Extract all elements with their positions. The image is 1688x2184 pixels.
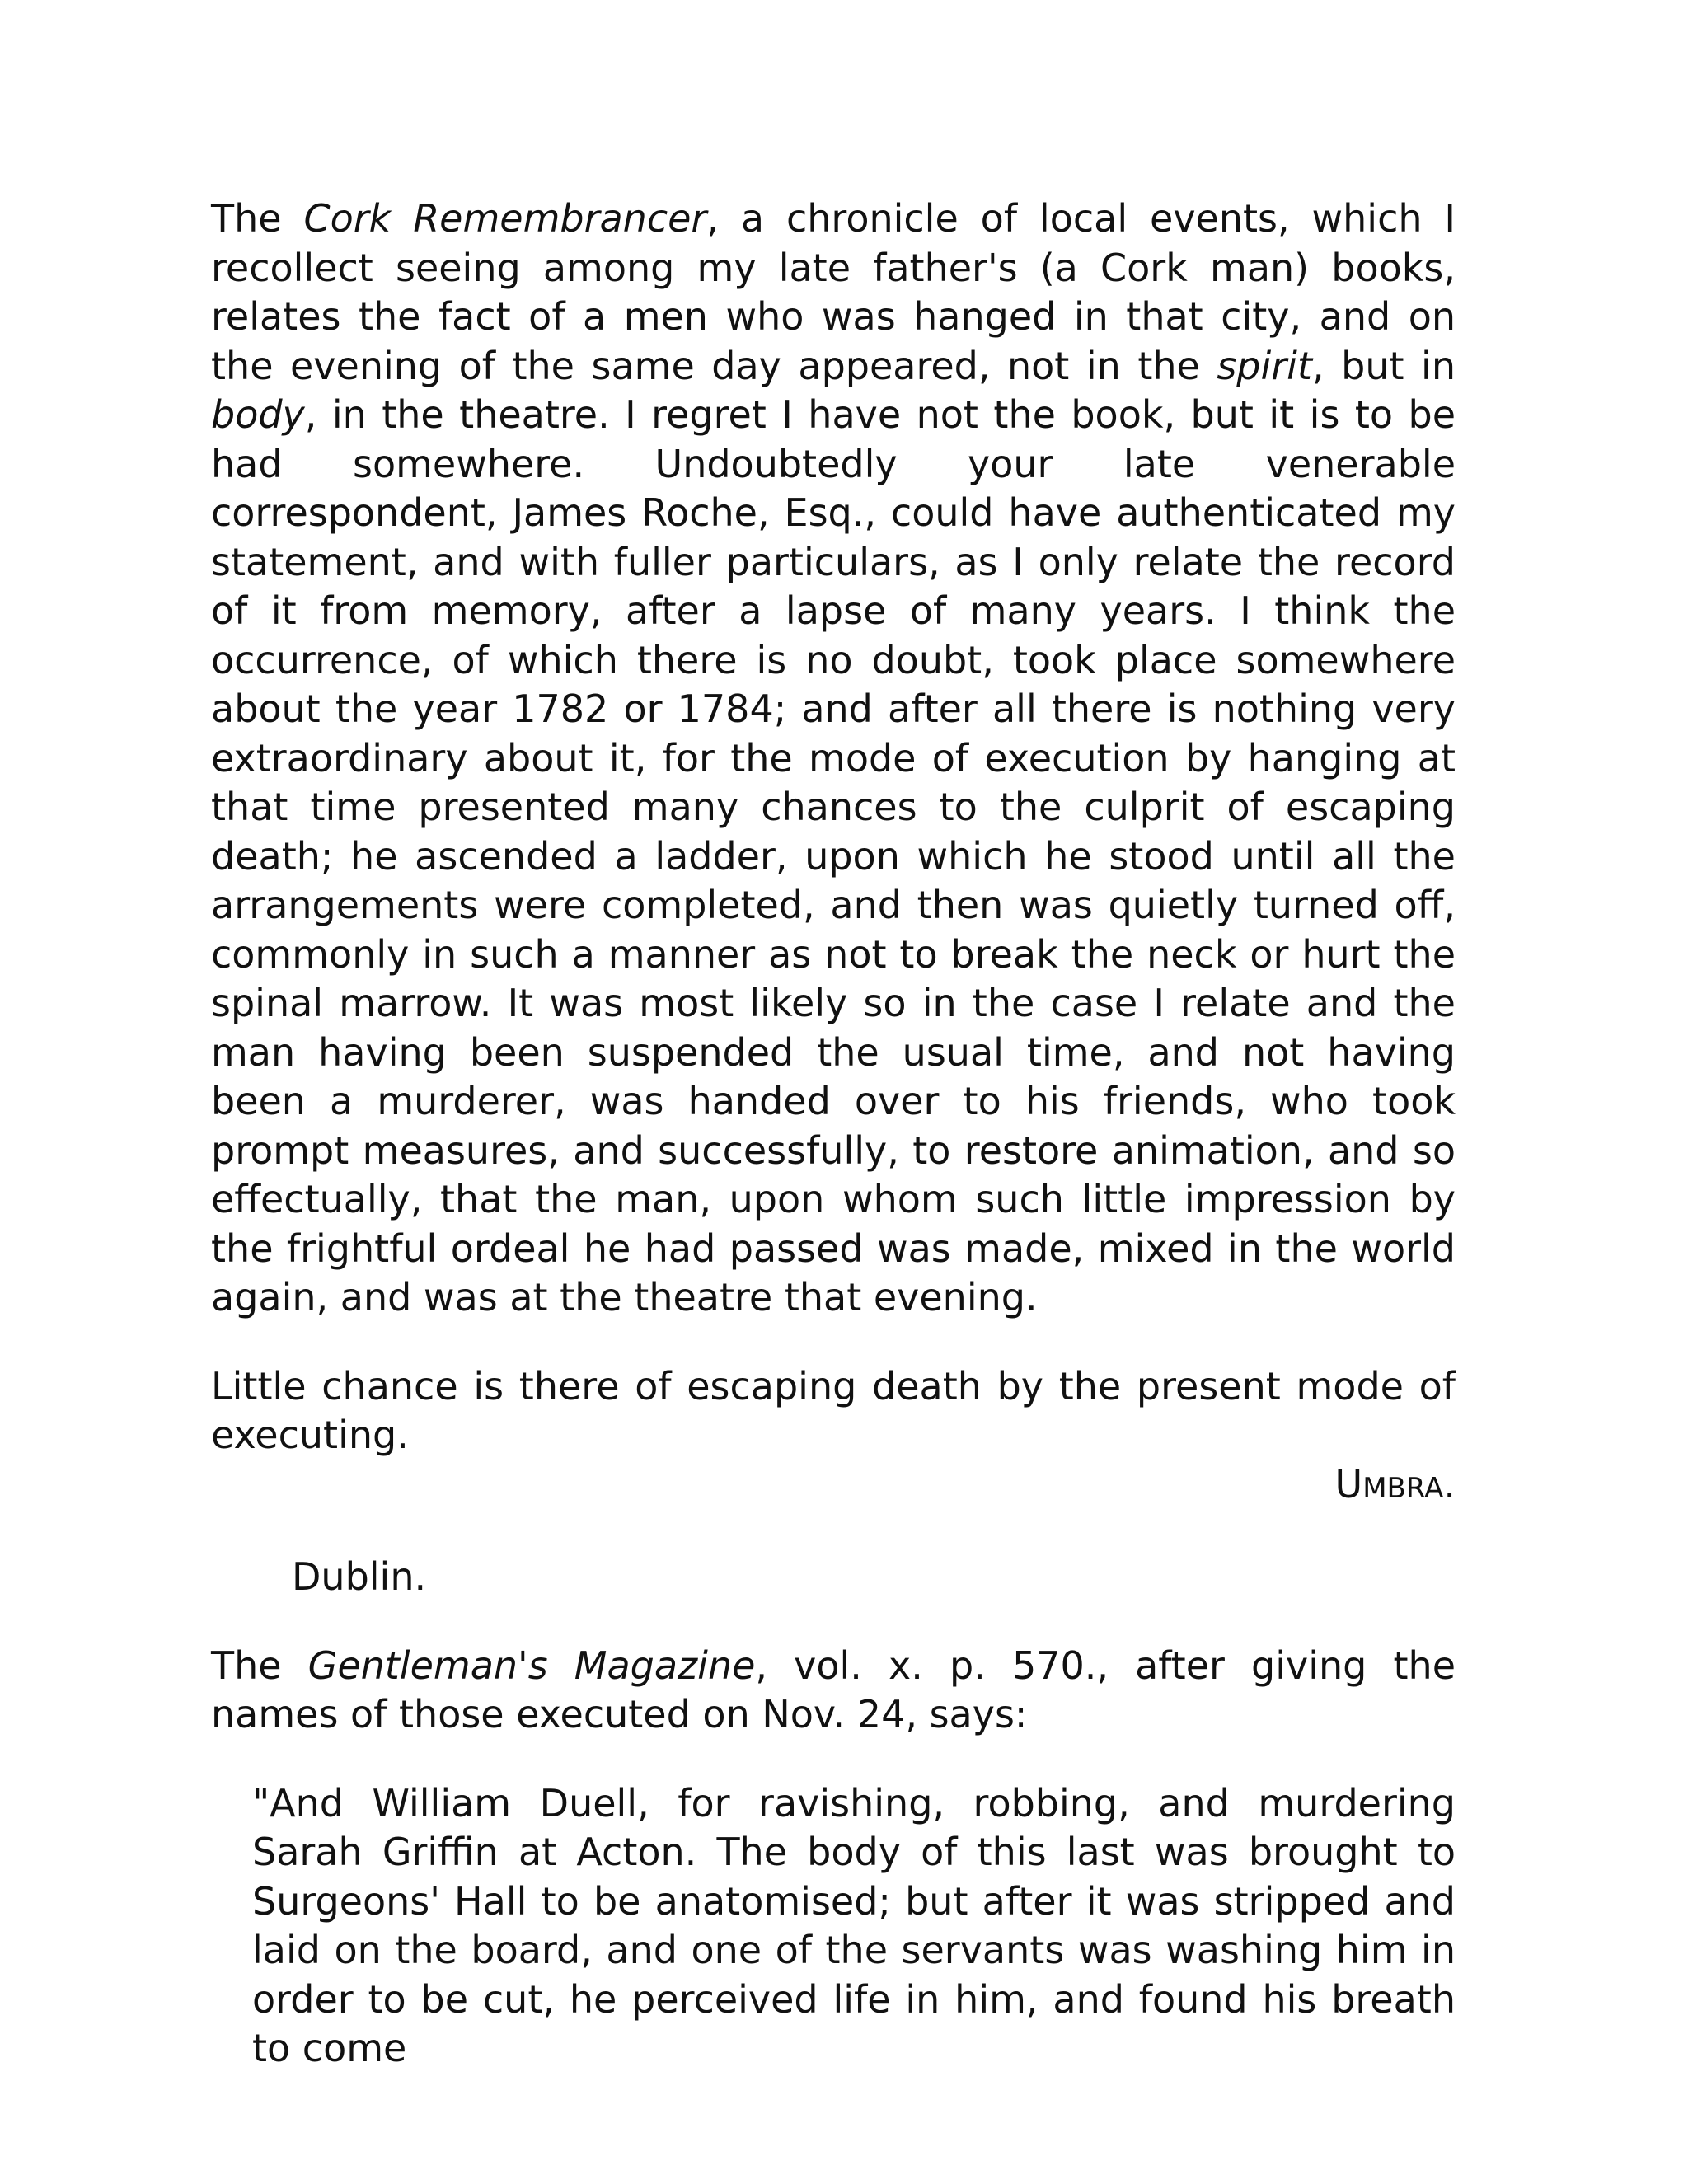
author-signature [211,1460,1456,1514]
paragraph-text: The [211,196,304,241]
block-quote: "And William Duell, for ravishing, robbing, and murdering Sarah Griffin at Acton. The body of this last was brought to Surgeons' Hall to be anatomised; but after it was stripped and laid on the board, and one of the servants was washing him in order to be cut, he perceived life in him, and found his breath to come [252,1780,1456,2070]
emphasis-spirit: spirit [1217,343,1313,388]
emphasis-body: body [211,392,305,437]
paragraph-text: , in the theatre. I regret I have not the book, but it is to be had somewhere. Undoubtedly your late venerable correspondent, James Roche, Esq., could have authenticated my statement, and with fuller particulars, as I only relate the record of it from memory, after a lapse of many years. I think the occurrence, of which there is no doubt, took place somewhere about the year 1782 or 1784; and after all there is nothing very extraordinary about it, for the mode of execution by hanging at that time presented many chances to the culprit of escaping death; he ascended a ladder, upon which he stood until all the arrangements were completed, and then was quietly turned off, commonly in such a manner as not to break the neck or hurt the spinal marrow. It was most likely so in the case I relate and the man having been suspended the usual time, and not having been a murderer, was handed over to his friends, who took prompt measures, and successfully, to restore animation, and so effectually, that the man, upon whom such little impression by the frightful ordeal he had passed was made, mixed in the world again, and was at the theatre that evening. [211,392,1456,1319]
paragraph-text: , vol. x. p. 570., after giving the names of those executed on Nov. 24, says: [211,1643,1456,1736]
paragraph-text: , a chronicle of local events, which I recollect seeing among my late father's (a Cork man) books, relates the fact of a men who was hanged in that city, and on the evening of the same day appeared, not in the [211,196,1456,388]
signature-initial: U [1334,1461,1363,1507]
signature-period: . [1443,1461,1456,1507]
paragraph-text: The [211,1643,308,1688]
paragraph-gentlemans-magazine [211,1642,1456,1740]
publication-title: Cork Remembrancer [303,196,707,241]
signature-place: Dublin. [292,1554,427,1599]
paragraph-escaping-death: Little chance is there of escaping death by the present mode of executing. [211,1363,1456,1457]
publication-title: Gentleman's Magazine [307,1643,756,1688]
document-page [211,194,1456,2074]
paragraph-text: , but in [1312,343,1456,388]
paragraph-cork-remembrancer [211,194,1456,1323]
signature-smallcaps: MBRA [1362,1471,1444,1505]
